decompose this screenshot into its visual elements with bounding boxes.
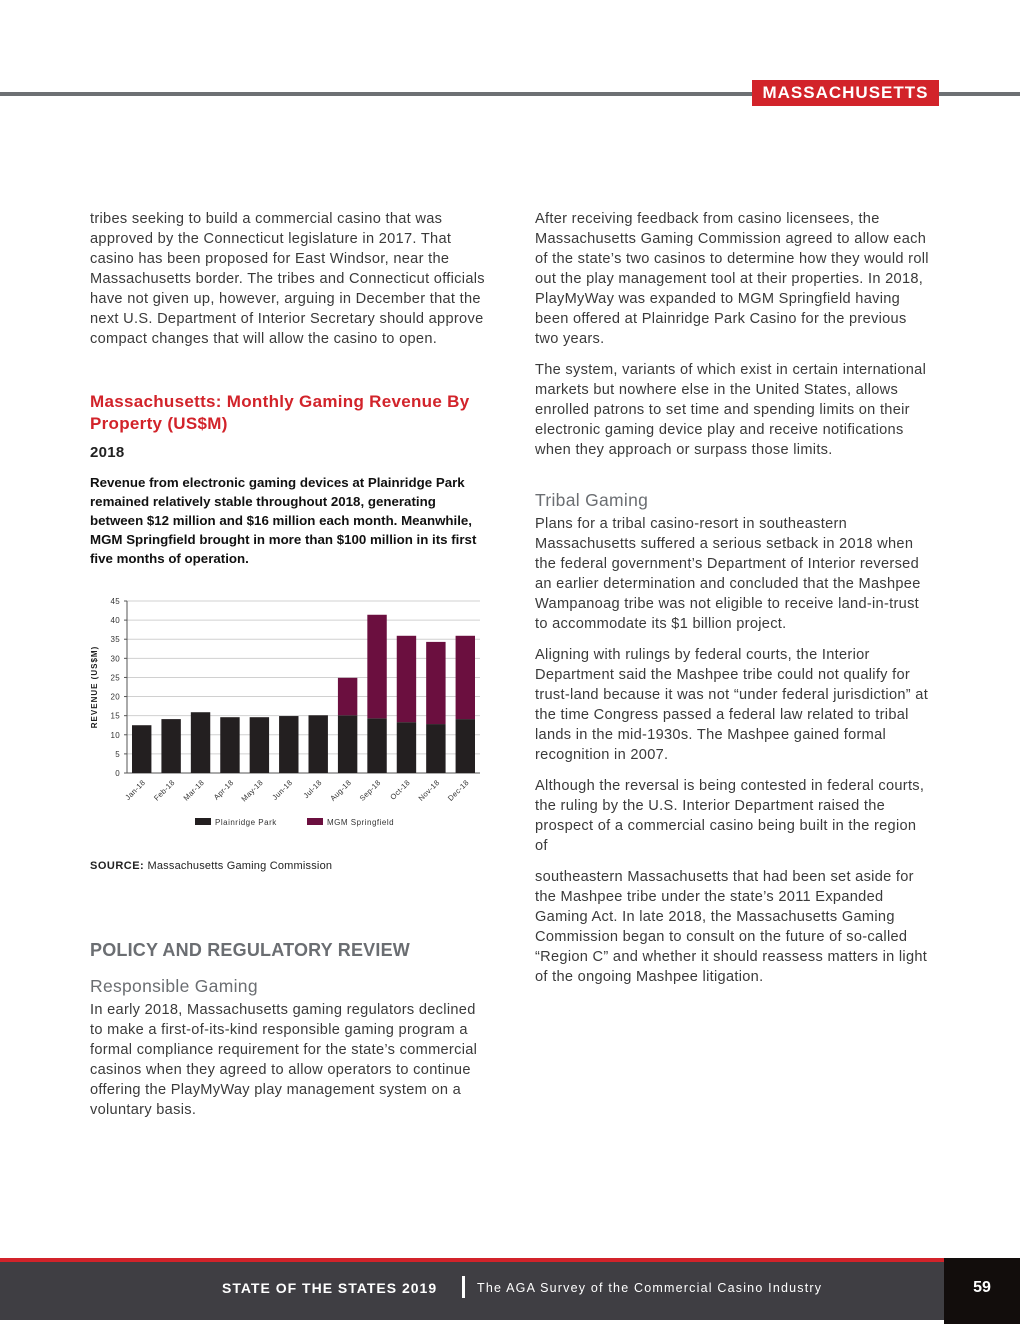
x-tick-label: May-18 <box>239 778 265 804</box>
bar-plainridge-park <box>338 715 357 773</box>
footer <box>0 1258 1020 1320</box>
legend-label: MGM Springfield <box>327 818 395 827</box>
y-axis-label: REVENUE (US$M) <box>90 645 99 729</box>
state-tag: MASSACHUSETTS <box>752 80 939 106</box>
bar-plainridge-park <box>250 717 269 773</box>
paragraph: Plans for a tribal casino-resort in southeastern Massachusetts suffered a serious setback in 2018 when the federal government’s Department of Interior reversed an earlier determination and concluded that the Mashpee Wampanoag tribe was not eligible to receive land-in-trust to accommodate its $1 billion project. <box>535 516 921 632</box>
y-tick-label: 25 <box>110 673 120 683</box>
bar-plainridge-park <box>397 722 416 773</box>
paragraph: Although the reversal is being contested in federal courts, the ruling by the U.S. Interior Department raised the prospect of a commercial casino being built in the region of <box>535 778 925 854</box>
legend-swatch <box>307 818 323 825</box>
footer-divider <box>462 1276 465 1298</box>
x-tick-label: Nov-18 <box>416 778 442 803</box>
intro-paragraph: tribes seeking to build a commercial casino that was approved by the Connecticut legislature in 2017. That casino has been proposed for East Windsor, near the Massachusetts border. The tribes and Connecticut officials have not given up, however, arguing in December that the next U.S. Department of Interior Secretary should approve compact changes that will allow the casino to open. <box>90 211 485 347</box>
x-tick-label: Sep-18 <box>357 778 383 803</box>
bar-mgm-springfield <box>426 642 445 724</box>
x-tick-label: Oct-18 <box>388 778 412 802</box>
source-label: SOURCE: <box>90 860 145 872</box>
bar-plainridge-park <box>309 715 328 773</box>
x-tick-label: Jan-18 <box>123 778 148 802</box>
x-tick-label: Dec-18 <box>445 778 471 803</box>
footer-subtitle: The AGA Survey of the Commercial Casino Industry <box>477 1281 823 1295</box>
bar-mgm-springfield <box>456 636 475 719</box>
bar-plainridge-park <box>426 724 445 773</box>
x-tick-label: Feb-18 <box>152 778 177 803</box>
paragraph: The system, variants of which exist in certain international markets but nowhere else in the United States, allows enrolled patrons to set time and spending limits on their electronic gaming device play and receive notifications when they approach or surpass those limits. <box>535 362 927 458</box>
bar-plainridge-park <box>191 712 210 773</box>
legend-swatch <box>195 818 211 825</box>
y-tick-label: 35 <box>110 635 120 645</box>
y-tick-label: 20 <box>110 692 120 702</box>
bar-plainridge-park <box>220 717 239 773</box>
y-tick-label: 15 <box>110 711 120 721</box>
y-tick-label: 5 <box>115 749 120 759</box>
footer-title: STATE OF THE STATES 2019 <box>222 1280 438 1296</box>
chart-source <box>90 856 488 876</box>
bar-mgm-springfield <box>338 678 357 715</box>
paragraph: southeastern Massachusetts that had been set aside for the Mashpee tribe under the state’s 2011 Expanded Gaming Act. In late 2018, the Massachusetts Gaming Commission began to consult on the future of so-called “Region C” and whether it should reassess matters in light of the ongoing Mashpee litigation. <box>535 869 928 985</box>
left-column <box>90 209 488 1131</box>
bar-mgm-springfield <box>367 615 386 719</box>
y-tick-label: 40 <box>110 616 120 626</box>
policy-heading: POLICY AND REGULATORY REVIEW <box>90 940 410 960</box>
legend-label: Plainridge Park <box>215 818 277 827</box>
responsible-gaming-paragraph: In early 2018, Massachusetts gaming regulators declined to make a first-of-its-kind responsible gaming program a formal compliance requirement for the state’s commercial casinos when they agreed to allow operators to continue offering the PlayMyWay play management system on a voluntary basis. <box>90 1002 478 1118</box>
x-tick-label: Jun-18 <box>270 778 295 802</box>
bar-plainridge-park <box>367 718 386 773</box>
revenue-chart <box>85 590 485 850</box>
bar-plainridge-park <box>132 725 151 773</box>
chart-description: Revenue from electronic gaming devices at Plainridge Park remained relatively stable throughout 2018, generating between $12 million and $16 million each month. Meanwhile, MGM Springfield brought in more than $100 million in its first five months of operation. <box>90 475 477 566</box>
y-tick-label: 45 <box>110 597 120 606</box>
chart-year: 2018 <box>90 444 125 461</box>
page-number: 59 <box>944 1258 1020 1324</box>
bar-mgm-springfield <box>397 636 416 722</box>
paragraph: Aligning with rulings by federal courts, the Interior Department said the Mashpee tribe could not qualify for trust-land because it was not “under federal jurisdiction” at the time Congress passed a federal law related to tribal lands in the mid-1930s. The Mashpee gained formal recognition in 2007. <box>535 647 929 763</box>
bar-plainridge-park <box>161 719 180 773</box>
source-text: Massachusetts Gaming Commission <box>147 860 333 872</box>
tribal-gaming-heading: Tribal Gaming <box>535 490 649 510</box>
x-tick-label: Apr-18 <box>211 778 236 802</box>
x-tick-label: Jul-18 <box>301 778 324 801</box>
x-tick-label: Mar-18 <box>181 778 206 803</box>
bar-plainridge-park <box>279 716 298 773</box>
y-tick-label: 30 <box>110 654 120 664</box>
responsible-gaming-heading: Responsible Gaming <box>90 976 258 996</box>
y-tick-label: 0 <box>115 769 120 778</box>
paragraph: After receiving feedback from casino licensees, the Massachusetts Gaming Commission agreed to allow each of the state’s two casinos to determine how they would roll out the play management tool at their properties. In 2018, PlayMyWay was expanded to MGM Springfield having been offered at Plainridge Park Casino for the previous two years. <box>535 211 929 347</box>
x-tick-label: Aug-18 <box>328 778 354 803</box>
chart-title: Massachusetts: Monthly Gaming Revenue By Property (US$M) <box>90 392 470 433</box>
right-column <box>535 209 933 998</box>
bar-plainridge-park <box>456 719 475 773</box>
y-tick-label: 10 <box>110 730 120 740</box>
